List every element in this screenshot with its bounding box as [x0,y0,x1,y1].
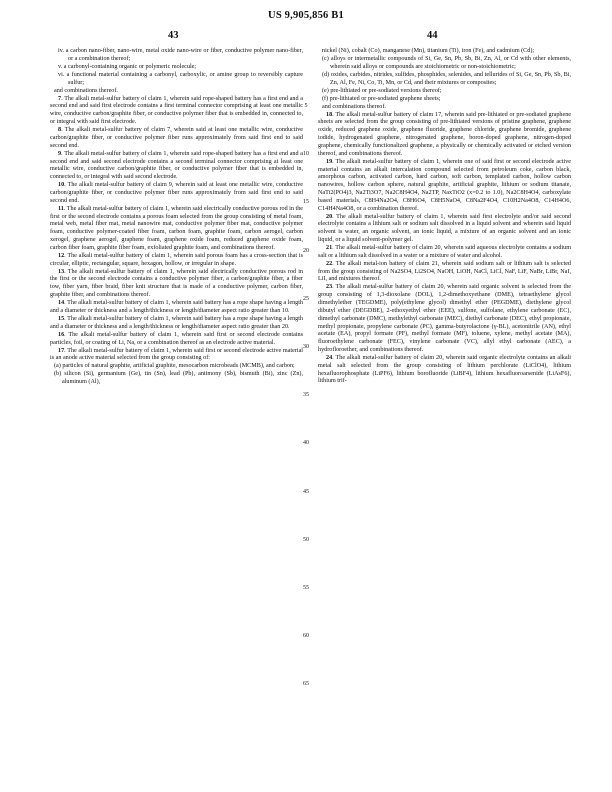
claim-text: (f) pre-lithiated or pre-sodiated graphene sheets; [322,95,441,102]
claim-subitem [50,72,303,88]
line-number: 40 [303,440,309,447]
claim-text: vi. a functional material containing a carbonyl, carboxylic, or amine group to reversibly capture sulfur; [58,71,303,86]
claim-subitem [50,88,303,96]
claim-paragraph [50,316,303,332]
claim-text: . The alkali metal-sulfur battery of claim 17, wherein said pre-lithiated or pre-sodiated graphene sheets are selected from the group consisting of pre-lithiated versions of pristine graphene, graphene oxide, reduced graphene oxide, graphene fluoride, graphene chloride, graphene bromide, graphene iodide, hydrogenated graphene, nitrogenated graphene, boron-doped graphene, nitrogen-doped graphene, chemically functionalized graphene, a physically or chemically activated or etched version thereof, and combinations thereof. [318,111,571,157]
claim-subitem [50,64,303,72]
claim-paragraph [50,151,303,182]
claim-text: (b) silicon (Si), germanium (Ge), tin (Sn), lead (Pb), antimony (Sb), bismuth (Bi), zinc (Zn), aluminum (Al), [54,371,303,386]
claim-text: v. a carbonyl-containing organic or polymeric molecule; [58,63,197,70]
claim-paragraph [50,127,303,150]
claim-paragraph [318,284,571,354]
claim-paragraph [318,159,571,214]
claim-number: 23 [326,284,333,291]
claim-text: . The alkali metal-sulfur battery of claim 1, wherein said electrically conductive porous rod in the first or the second electrode contains a porous foam selected from the group consisting of metal foam, metal web, metal fiber mat, metal nanowire mat, conductive polymer fiber mat, conductive polymer foam, conductive polymer-coated fiber foam, carbon foam, graphite foam, carbon aerogel, carbon xerogel, graphene aerogel, graphene foam, graphene oxide foam, reduced graphene oxide foam, carbon fiber foam, graphite fiber foam, exfoliated graphite foam, and combinations thereof. [50,205,303,251]
line-number: 60 [303,633,309,640]
claim-text: (c) alloys or intermetallic compounds of Si, Ge, Sn, Pb, Sb, Bi, Zn, Al, or Cd with other elements, wherein said alloys or compounds are stoichiometric or non-stoichiometric; [322,56,571,70]
claim-subitem [318,88,571,96]
claim-number: 24 [326,354,333,361]
page-number-left: 43 [168,30,179,41]
claim-text: iv. a carbon nano-fiber, nano-wire, metal oxide nano-wire or fiber, conductive polymer nano-fiber, or a combination thereof; [58,48,303,62]
line-number: 10 [303,151,309,158]
claim-number: 18 [326,111,333,118]
claim-text: . The alkali metal-sulfur battery of claim 1, wherein said battery has a rope shape having a length and a diameter or thickness and a length/thickness or length/diameter aspect ratio greater than 10. [50,300,303,314]
claim-text: . The alkali metal-sulfur battery of claim 1, wherein said rope-shaped battery has a first end and a second end and said second electrode contains a second terminal connector comprising at least one metallic wire, conductive carbon/graphite fiber, or conductive polymer fiber that is embedded in, connected to, or integral with said second electrode. [50,150,303,181]
claim-text: and combinations thereof. [54,87,118,94]
claim-subitem [318,48,571,56]
claim-number: 22 [326,260,333,267]
claim-subitem [318,72,571,88]
claim-number: 17 [58,347,65,354]
claim-number: 19 [326,158,333,165]
claim-text: . The alkali metal-sulfur battery of claim 1, wherein said battery has a rope shape having a length and a diameter or thickness and a length/thickness or length/diameter aspect ratio greater than 20. [50,315,303,330]
claim-paragraph [318,355,571,386]
claim-text: . The alkali metal-sulfur battery of claim 1, wherein said first or second electrode contains particles, foil, or coating of Li, Na, or a combination thereof as an electrode active material. [50,331,303,346]
claim-number: 16 [58,331,65,338]
page-number-right: 44 [427,30,438,41]
claim-text: (d) oxides, carbides, nitrides, sulfides, phosphides, selenides, and tellurides of Si, Ge, Sn, Pb, Sb, Bi, Zn, Al, Fe, Ni, Co, Ti, Mn, or Cd, and their mixtures or composites; [322,71,571,86]
patent-number-header: US 9,905,856 B1 [268,10,344,21]
claim-number: 8 [58,127,62,134]
claim-paragraph [318,112,571,159]
claim-number: 20 [326,213,333,220]
line-number: 15 [303,199,309,206]
claim-text: and combinations thereof. [322,103,386,110]
claim-paragraph [50,300,303,316]
claim-text: (a) particles of natural graphite, artificial graphite, mesocarbon microbeads (MCMB), and carbon; [54,363,295,370]
claim-subitem [50,363,303,371]
claim-text: . The alkali metal-sulfur battery of claim 1, wherein said first electrolyte and/or said second electrolyte contains a lithium salt or sodium salt dissolved in a liquid solvent and wherein said liquid solvent is water, an organic solvent, an ionic liquid, a mixture of an organic solvent and an ionic liquid, or a liquid solvent-polymer gel. [318,213,571,243]
claim-number: 10 [58,182,65,189]
claim-paragraph [50,332,303,348]
claim-paragraph [50,206,303,253]
claim-text: . The alkali metal-ion battery of claim 21, wherein said sodium salt or lithium salt is selected from the group consisting of Na2SO4, Li2SO4, NaOH, LiOH, NaCl, LiCl, NaF, LiF, NaBr, LiBr, NaI, LiI, and mixtures thereof. [318,260,571,283]
line-number: 30 [303,344,309,350]
claim-number: 21 [326,245,333,251]
line-number: 5 [304,103,308,109]
claim-subitem [318,56,571,72]
claim-text: nickel (Ni), cobalt (Co), manganese (Mn), titanium (Ti), iron (Fe), and cadmium (Cd); [322,48,535,54]
claim-paragraph [50,182,303,205]
claim-subitem [318,96,571,104]
claim-number: 15 [58,315,65,322]
claim-text: . The alkali metal-sulfur battery of claim 20, wherein said organic solvent is selected from the group consisting of 1,3-dioxolane (DOL), 1,2-dimethoxyethane (DME), tetraethylene glycol dimethylether (TEGDME), poly(ethylene glycol) dimethyl ether (PEGDME), diethylene glycol dibutyl ether (DEGDBE), 2-ethoxyethyl ether (EEE), sulfone, sulfolane, ethylene carbonate (EC), dimethyl carbonate (DMC), methylethyl carbonate (MEC), diethyl carbonate (DEC), ethyl propionate, methyl propionate, propylene carbonate (PC), gamma-butyrolactone (γ-BL), acetonitrile (AN), ethyl acetate (EA), propyl formate (PF), methyl formate (MF), toluene, xylene, methyl acetate (MA), fluoroethylene carbonate (FEC), vinylene carbonate (VC), allyl ethyl carbonate (AEC), a hydrofloroether, and combinations thereof. [318,284,571,353]
claim-subitem [318,104,571,112]
claim-subitem [50,371,303,387]
right-column [318,48,571,386]
claim-number: 13 [58,268,65,275]
claim-paragraph [50,348,303,364]
claim-text: . The alkali metal-sulfur battery of claim 9, wherein said at least one metallic wire, conductive carbon/graphite fiber, or conductive polymer fiber runs approximately from said first end to said second end. [50,182,303,204]
line-number: 45 [303,488,309,495]
claim-number: 12 [58,252,65,259]
claim-paragraph [50,269,303,300]
line-number: 55 [303,585,309,591]
line-number: 50 [303,536,309,543]
claim-subitem [50,48,303,64]
claim-text: . The alkali metal-sulfur battery of claim 20, wherein said organic electrolyte contains an alkali metal salt selected from the group consisting of lithium perchlorate (LiClO4), lithium hexafluorophosphate (LiPF6), lithium borofluoride (LiBF4), lithium hexafluoroarsenide (LiAsF6), lithium trif- [318,354,571,385]
claim-text: . The alkali metal-sulfur battery of claim 1, wherein said rope-shaped battery has a first end and a second end and said first electrode contains a first terminal connector comprising at least one metallic wire, conductive carbon/graphite fiber, or conductive polymer fiber that is embedded in, connected to, or integral with said first electrode. [50,95,303,126]
line-number: 25 [303,295,309,302]
line-number: 20 [303,247,309,254]
line-number: 35 [303,392,309,399]
claim-number: 14 [58,300,65,307]
claim-paragraph [50,253,303,269]
claim-text: . The alkali metal-sulfur battery of claim 7, wherein said at least one metallic wire, conductive carbon/graphite fiber, or conductive polymer fiber runs approximately from said first end to said second end. [50,127,303,149]
left-column [50,48,303,387]
claim-text: . The alkali metal-sulfur battery of claim 1, wherein said porous foam has a cross-section that is circular, elliptic, rectangular, square, hexagon, hollow, or irregular in shape. [50,252,303,267]
claim-number: 9 [58,150,62,157]
claim-paragraph [318,261,571,284]
claim-text: . The alkali metal-sulfur battery of claim 1, wherein said first or second electrode active material is an anode active material selected from the group consisting of: [50,347,303,362]
claim-paragraph [318,214,571,245]
claim-paragraph [50,96,303,127]
claim-text: . The alkali metal-sulfur battery of claim 1, wherein one of said first or second electrode active material contains an alkali intercalation compound selected from petroleum coke, carbon black, amorphous carbon, activated carbon, hard carbon, soft carbon, templated carbon, hollow carbon nanowires, hollow carbon sphere, natural graphite, artificial graphite, lithium or sodium titanate, NaTi2(PO4)3, Na2Ti3O7, Na2C8H4O4, Na2TP, NaxTiO2 (x=0.2 to 1.0), Na2C8H4O4, carboxylate based materials, C8H4Na2O4, C8H6O4, C8H5NaO4, C8Na2F4O4, C10H2Na4O8, C14H4O6, C14H4Na4O8, or a combination thereof. [318,158,571,212]
claim-number: 7 [58,95,62,102]
claim-number: 11 [58,205,64,212]
line-number: 65 [303,681,309,688]
claim-text: . The alkali metal-sulfur battery of claim 1, wherein said electrically conductive porous rod in the first or the second electrode contains a conductive polymer fiber, a carbon/graphite fiber, a fiber tow, fiber yarn, fiber braid, fiber knit structure that is made of a conductive polymer, carbon fiber, graphite fiber, and combinations thereof. [50,268,303,299]
claim-text: . The alkali metal-sulfur battery of claim 20, wherein said aqueous electrolyte contains a sodium salt or a lithium salt dissolved in a water or a mixture of water and alcohol. [318,245,571,259]
claim-paragraph [318,245,571,261]
claim-text: (e) pre-lithiated or pre-sodiated versions thereof; [322,87,442,94]
